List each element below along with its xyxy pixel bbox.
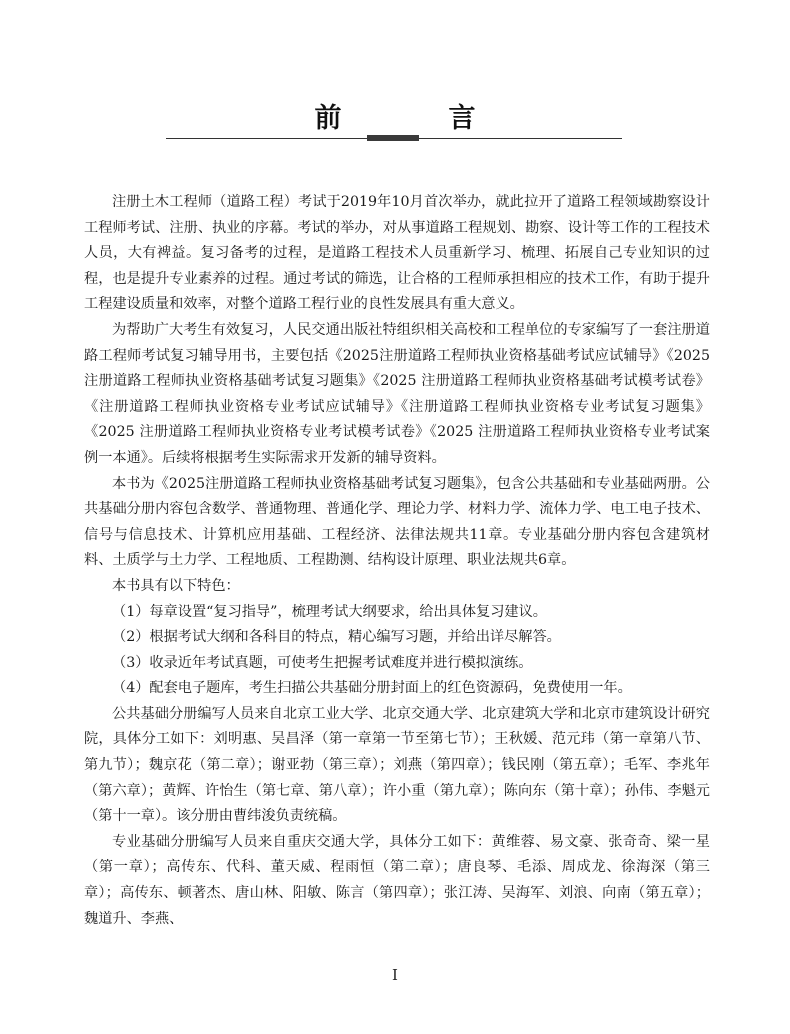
paragraph-professional-authors: 专业基础分册编写人员来自重庆交通大学，具体分工如下：黄维蓉、易文豪、张奇奇、梁一星（第一章）；高传东、代科、董天威、程雨恒（第二章）；唐良琴、毛添、周成龙、徐海深（第三章）；高传东、顿著杰、唐山林、阳敏、陈言（第四章）；张江涛、吴海军、刘浪、向南（第五章）；魏道升、李燕、 — [84, 833, 710, 927]
paragraph-book-scope: 本书为《2025注册道路工程师执业资格基础考试复习题集》，包含公共基础和专业基础两册。公共基础分册内容包含数学、普通物理、普通化学、理论力学、材料力学、流体力学、电工电子技术、信号与信息技术、计算机应用基础、工程经济、法律法规共11章。专业基础分册内容包含建筑材料、土质学与土力学、工程地质、工程勘测、结构设计原理、职业法规共6章。 — [84, 475, 710, 569]
page-number: I — [392, 966, 398, 984]
feature-item: （2）根据考试大纲和各科目的特点，精心编写习题，并给出详尽解答。 — [112, 629, 561, 646]
feature-item: （1）每章设置“复习指导”，梳理考试大纲要求，给出具体复习建议。 — [112, 603, 547, 620]
paragraph-intro: 注册土木工程师（道路工程）考试于2019年10月首次举办，就此拉开了道路工程领域勘察设计工程师考试、注册、执业的序幕。考试的举办，对从事道路工程规划、勘察、设计等工作的工程技术人员，大有裨益。复习备考的过程，是道路工程技术人员重新学习、梳理、拓展自己专业知识的过程，也是提升专业素养的过程。通过考试的筛选，让合格的工程师承担相应的技术工作，有助于提升工程建设质量和效率，对整个道路工程行业的良性发展具有重大意义。 — [84, 194, 710, 313]
paragraph-public-authors: 公共基础分册编写人员来自北京工业大学、北京交通大学、北京建筑大学和北京市建筑设计研究院，具体分工如下：刘明惠、吴昌泽（第一章第一节至第七节）；王秋媛、范元玮（第一章第八节、第九节）；魏京花（第二章）；谢亚勃（第三章）；刘燕（第四章）；钱民刚（第五章）；毛军、李兆年（第六章）；黄辉、许怡生（第七章、第八章）；许小重（第九章）；陈向东（第十章）；孙伟、李魁元（第十一章）。该分册由曹纬浚负责统稿。 — [84, 705, 710, 825]
feature-item: （4）配套电子题库，考生扫描公共基础分册封面上的红色资源码，免费使用一年。 — [112, 680, 632, 697]
feature-item: （3）收录近年考试真题，可使考生把握考试难度并进行模拟演练。 — [112, 654, 533, 671]
page-title: 前 言 — [314, 103, 516, 134]
preface-body — [84, 190, 710, 932]
title-underline-accent — [367, 135, 419, 141]
paragraph-series: 为帮助广大考生有效复习，人民交通出版社特组织相关高校和工程单位的专家编写了一套注册道路工程师考试复习辅导用书，主要包括《2025注册道路工程师执业资格基础考试应试辅导》《2025注册道路工程师执业资格基础考试复习题集》《2025 注册道路工程师执业资格基础考试模考试卷》《注册道路工程师执业资格专业考试应试辅导》《注册道路工程师执业资格专业考试复习题集》《2025 注册道路工程师执业资格专业考试模考试卷》《2025 注册道路工程师执业资格专业考试案例一本通》。后续将根据考生实际需求开发新的辅导资料。 — [84, 321, 710, 466]
paragraph-features-intro: 本书具有以下特色： — [112, 577, 240, 594]
